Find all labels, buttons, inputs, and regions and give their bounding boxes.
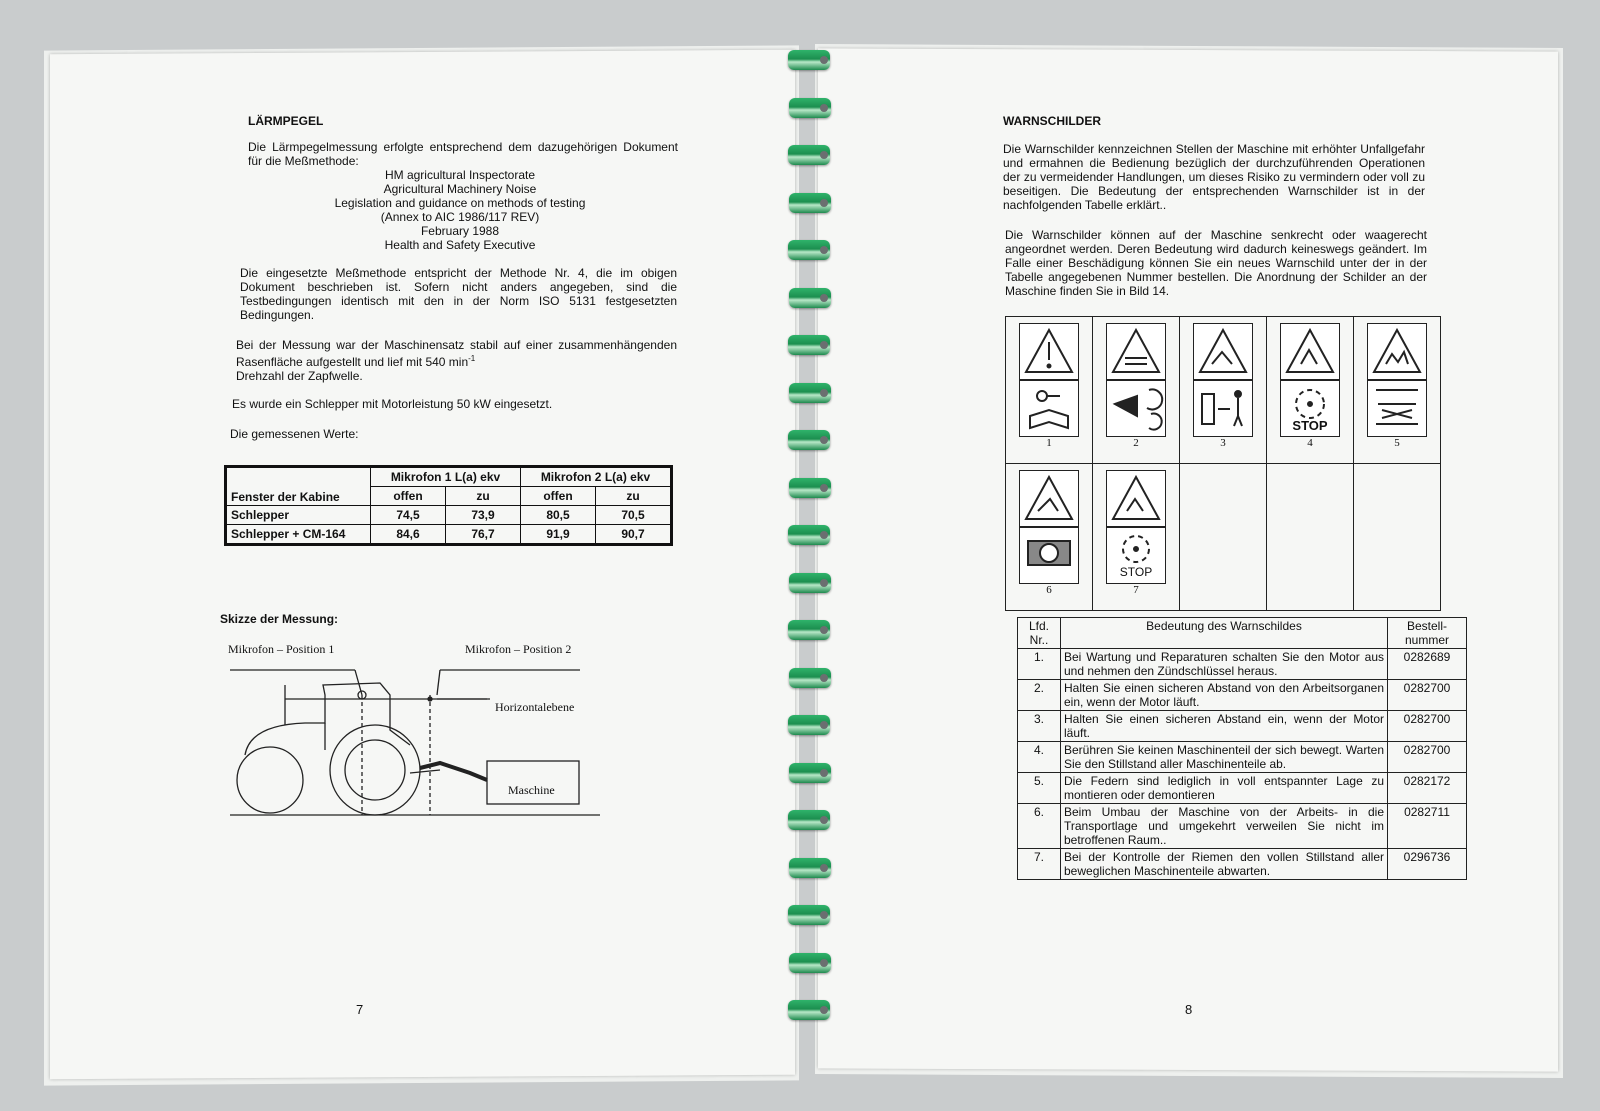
sign-cell-5 bbox=[1354, 317, 1441, 464]
table-row bbox=[1018, 680, 1467, 711]
row-text: Halten Sie einen sicheren Abstand von den Arbeitsorganen ein, wenn der Motor läuft. bbox=[1061, 680, 1388, 711]
table-row bbox=[226, 525, 672, 545]
group-header: Mikrofon 2 L(a) ekv bbox=[521, 467, 672, 487]
tractor-paragraph: Es wurde ein Schlepper mit Motorleistung 50 kW eingesetzt. bbox=[232, 397, 553, 411]
exclamation-key-manual-icon bbox=[1019, 323, 1079, 437]
sign-number: 7 bbox=[1133, 584, 1139, 596]
table-row bbox=[1018, 711, 1467, 742]
binding-hole bbox=[820, 389, 828, 397]
binding-hole bbox=[820, 579, 828, 587]
row-text: Die Federn sind lediglich in voll entspannter Lage zu montieren oder demontieren bbox=[1061, 773, 1388, 804]
table-row bbox=[1018, 804, 1467, 849]
row-label: Schlepper + CM-164 bbox=[226, 525, 371, 545]
row-number: 0282700 bbox=[1388, 711, 1467, 742]
empty-sign-cell bbox=[1180, 464, 1267, 611]
sub-header: offen bbox=[371, 487, 446, 506]
rotating-parts-stop-icon bbox=[1280, 323, 1340, 437]
binding-hole bbox=[820, 911, 828, 919]
values-paragraph: Die gemessenen Werte: bbox=[230, 427, 359, 441]
table-cell: 74,5 bbox=[371, 506, 446, 525]
sign-cell-4 bbox=[1267, 317, 1354, 464]
measurement-sketch bbox=[225, 655, 605, 835]
left-page-number: 7 bbox=[356, 1002, 364, 1017]
sign-number: 3 bbox=[1220, 437, 1226, 449]
sign-cell-7 bbox=[1093, 464, 1180, 611]
binding-hole bbox=[820, 816, 828, 824]
row-number: 0282689 bbox=[1388, 649, 1467, 680]
doc-line: Agricultural Machinery Noise bbox=[383, 182, 537, 196]
doc-line: (Annex to AIC 1986/117 REV) bbox=[380, 210, 540, 224]
corner-label: Fenster der Kabine bbox=[226, 467, 371, 506]
binding-hole bbox=[820, 484, 828, 492]
binding-hole bbox=[820, 56, 828, 64]
table-row bbox=[1018, 773, 1467, 804]
sign-number: 2 bbox=[1133, 437, 1139, 449]
doc-line: February 1988 bbox=[420, 224, 500, 238]
setup-superscript: -1 bbox=[468, 354, 476, 363]
table-cell: 73,9 bbox=[446, 506, 521, 525]
table-row bbox=[1018, 849, 1467, 880]
warn-paragraph-1: Die Warnschilder kennzeichnen Stellen der Maschine mit erhöhter Unfallgefahr und ermahnen die Bedienung bezüglich der durchzuführenden Operationen der zu vermeidender Handlungen, um dieses Risiko zu vermindern oder voll zu beseitigen. Die Bedeutung der entsprechenden Warnschilder ist in der nachfolgenden Tabelle erklärt.. bbox=[1003, 142, 1425, 212]
table-cell: 90,7 bbox=[596, 525, 672, 545]
sketch-title: Skizze der Messung: bbox=[220, 612, 339, 626]
row-nr: 4. bbox=[1018, 742, 1061, 773]
intro-paragraph: Die Lärmpegelmessung erfolgte entsprechend dem dazugehörigen Dokument für die Meßmethode: bbox=[248, 140, 678, 168]
row-number: 0282172 bbox=[1388, 773, 1467, 804]
table-cell: 76,7 bbox=[446, 525, 521, 545]
table-cell: 80,5 bbox=[521, 506, 596, 525]
method-paragraph: Die eingesetzte Meßmethode entspricht der Methode Nr. 4, die im obigen Dokument beschrieben ist. Sofern nicht anders angegeben, sind die Testbedingungen identisch mit den in der Norm ISO 5131 festgesetzten Bedingungen. bbox=[240, 266, 677, 322]
row-text: Bei Wartung und Reparaturen schalten Sie den Motor aus und nehmen den Zündschlüssel heraus. bbox=[1061, 649, 1388, 680]
left-heading: LÄRMPEGEL bbox=[248, 114, 324, 128]
row-text: Halten Sie einen sicheren Abstand ein, wenn der Motor läuft. bbox=[1061, 711, 1388, 742]
binding-hole bbox=[820, 294, 828, 302]
row-number: 0282700 bbox=[1388, 742, 1467, 773]
belt-stop-icon bbox=[1106, 470, 1166, 584]
row-label: Schlepper bbox=[226, 506, 371, 525]
table-row bbox=[1018, 742, 1467, 773]
binding-hole bbox=[820, 531, 828, 539]
row-nr: 5. bbox=[1018, 773, 1061, 804]
binding-hole bbox=[820, 104, 828, 112]
warning-meaning-table bbox=[1017, 617, 1467, 880]
sign-cell-2 bbox=[1093, 317, 1180, 464]
binding-hole bbox=[820, 151, 828, 159]
table-cell: 70,5 bbox=[596, 506, 672, 525]
sign-number: 6 bbox=[1046, 584, 1052, 596]
table-row bbox=[226, 506, 672, 525]
hand-belt-entanglement-icon bbox=[1106, 323, 1166, 437]
sign-number: 1 bbox=[1046, 437, 1052, 449]
row-nr: 3. bbox=[1018, 711, 1061, 742]
noise-table bbox=[224, 465, 673, 546]
binding-hole bbox=[820, 199, 828, 207]
binding-hole bbox=[820, 769, 828, 777]
header-order-number: Bestell-nummer bbox=[1388, 618, 1467, 649]
header-nr: Lfd. Nr.. bbox=[1018, 618, 1061, 649]
doc-line: Legislation and guidance on methods of testing bbox=[334, 196, 586, 210]
table-cell: 84,6 bbox=[371, 525, 446, 545]
binding-hole bbox=[820, 1006, 828, 1014]
sign-number: 4 bbox=[1307, 437, 1313, 449]
sub-header: offen bbox=[521, 487, 596, 506]
stop-text: STOP bbox=[1119, 565, 1153, 579]
mic2-point bbox=[428, 697, 432, 701]
row-text: Bei der Kontrolle der Riemen den vollen Stillstand aller beweglichen Maschinenteile abwarten. bbox=[1061, 849, 1388, 880]
spring-tension-icon bbox=[1367, 323, 1427, 437]
row-number: 0296736 bbox=[1388, 849, 1467, 880]
setup-paragraph bbox=[236, 338, 677, 383]
header-meaning: Bedeutung des Warnschildes bbox=[1061, 618, 1388, 649]
binding-hole bbox=[820, 436, 828, 444]
binding-hole bbox=[820, 341, 828, 349]
binding-hole bbox=[820, 246, 828, 254]
right-heading: WARNSCHILDER bbox=[1003, 114, 1101, 128]
horizontal-label: Horizontalebene bbox=[495, 700, 575, 714]
row-nr: 6. bbox=[1018, 804, 1061, 849]
row-nr: 2. bbox=[1018, 680, 1061, 711]
crush-transport-icon bbox=[1019, 470, 1079, 584]
setup-text-end: Drehzahl der Zapfwelle. bbox=[236, 369, 363, 383]
empty-sign-cell bbox=[1267, 464, 1354, 611]
sign-cell-3 bbox=[1180, 317, 1267, 464]
setup-text: Bei der Messung war der Maschinensatz stabil auf einer zusammenhängenden Rasenfläche aufgestellt und lief mit 540 min bbox=[236, 338, 677, 369]
row-number: 0282711 bbox=[1388, 804, 1467, 849]
binding-hole bbox=[820, 721, 828, 729]
empty-sign-cell bbox=[1354, 464, 1441, 611]
row-number: 0282700 bbox=[1388, 680, 1467, 711]
mic1-label: Mikrofon – Position 1 bbox=[228, 642, 335, 656]
sub-header: zu bbox=[596, 487, 672, 506]
sign-cell-1 bbox=[1006, 317, 1093, 464]
binding-hole bbox=[820, 626, 828, 634]
row-text: Berühren Sie keinen Maschinenteil der sich bewegt. Warten Sie den Stillstand aller Maschinenteile ab. bbox=[1061, 742, 1388, 773]
safe-distance-person-icon bbox=[1193, 323, 1253, 437]
machine-label: Maschine bbox=[508, 783, 555, 797]
right-page-number: 8 bbox=[1185, 1002, 1193, 1017]
mic2-leader-line bbox=[437, 670, 440, 695]
row-nr: 7. bbox=[1018, 849, 1061, 880]
doc-line: HM agricultural Inspectorate bbox=[384, 168, 536, 182]
sign-number: 5 bbox=[1394, 437, 1400, 449]
mic2-label: Mikrofon – Position 2 bbox=[465, 642, 572, 656]
row-text: Beim Umbau der Maschine von der Arbeits- in die Transportlage und umgekehrt verweilen Sie nicht im betroffenen Raum.. bbox=[1061, 804, 1388, 849]
binding-hole bbox=[820, 959, 828, 967]
doc-line: Health and Safety Executive bbox=[384, 238, 536, 252]
warning-signs-grid bbox=[1005, 316, 1441, 611]
warn-paragraph-2: Die Warnschilder können auf der Maschine senkrecht oder waagerecht angeordnet werden. Deren Bedeutung wird dadurch keineswegs geändert. Im Falle einer Beschädigung können Sie ein neues Warnschild unter der in der Tabelle angegebenen Nummer bestellen. Die Anordnung der Schilder an der Maschine finden Sie in Bild 14. bbox=[1005, 228, 1427, 298]
table-row bbox=[1018, 649, 1467, 680]
row-nr: 1. bbox=[1018, 649, 1061, 680]
binding-hole bbox=[820, 674, 828, 682]
doc-reference bbox=[300, 168, 620, 252]
group-header: Mikrofon 1 L(a) ekv bbox=[371, 467, 521, 487]
stop-text: STOP bbox=[1292, 418, 1328, 433]
table-cell: 91,9 bbox=[521, 525, 596, 545]
binding-hole bbox=[820, 864, 828, 872]
sign-cell-6 bbox=[1006, 464, 1093, 611]
sub-header: zu bbox=[446, 487, 521, 506]
